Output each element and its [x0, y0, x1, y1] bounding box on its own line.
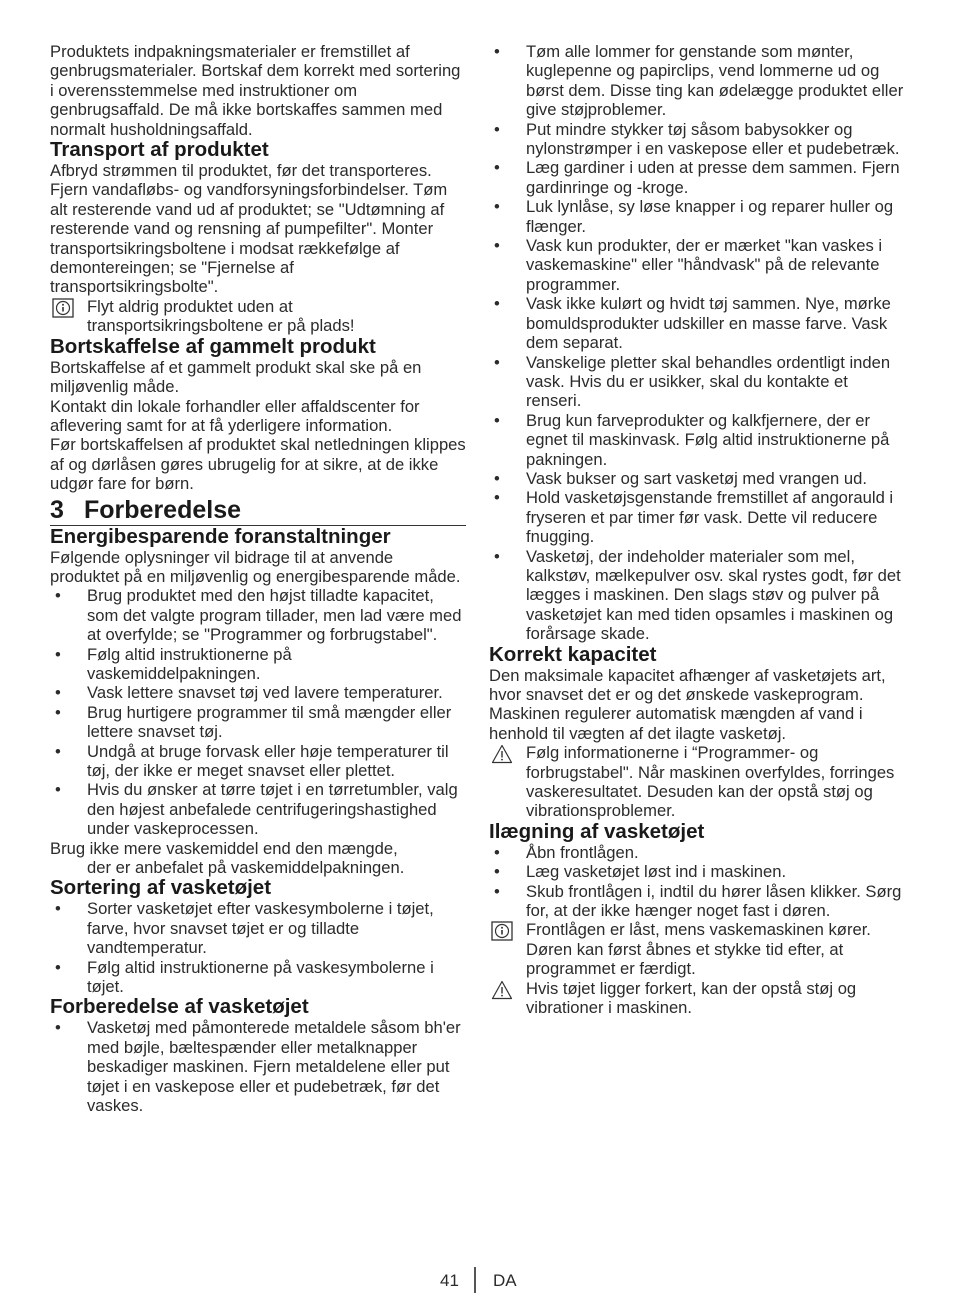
list-item: • Vask lettere snavset tøj ved lavere temperaturer. [50, 683, 466, 702]
list-item: • Hvis du ønsker at tørre tøjet i en tørretumbler, valg den højest anbefalede centrifugeringshastighed under vaskeprocessen. [50, 780, 466, 838]
sorting-heading: Sortering af vasketøjet [50, 876, 272, 900]
loading-list [489, 843, 907, 921]
list-item: • Tøm alle lommer for genstande som mønter, kuglepenne og papirclips, vend lommerne ud og børst dem. Disse ting kan ødelægge produktet eller give støjproblemer. [489, 42, 907, 120]
warning-icon [491, 744, 513, 764]
list-item: • Vask bukser og sart vasketøj med vrangen ud. [489, 469, 907, 488]
transport-heading: Transport af produktet [50, 138, 269, 162]
energy-intro: Følgende oplysninger vil bidrage til at anvende produktet på en miljøvenlig og energibesparende måde. [50, 547, 461, 586]
capacity-warning-note [489, 743, 907, 821]
list-item: • Vasketøj, der indeholder materialer som mel, kalkstøv, mælkepulver osv. skal rystes godt, før det lægges i maskinen. Den slags støv og pulver på vasketøjet kan med tiden opsamles i maskinen og forårsage skade. [489, 547, 907, 644]
energy-outro-line-2: der er anbefalet på vaskemiddelpakningen. [87, 858, 405, 878]
chapter-title: Forberedelse [84, 495, 242, 524]
list-item: • Følg altid instruktionerne på vaskemiddelpakningen. [50, 645, 466, 684]
loading-warning-text: Hvis tøjet ligger forkert, kan der opstå støj og vibrationer i maskinen. [526, 978, 857, 1018]
sorting-list [50, 899, 466, 996]
loading-info-text: Frontlågen er låst, mens vaskemaskinen kører. Døren kan først åbnes et stykke tid efter, at programmet er færdigt. [526, 920, 871, 979]
disposal-paragraph-2: Kontakt din lokale forhandler eller affaldscenter for aflevering samt for at få yderligere information. [50, 396, 420, 435]
transport-paragraph: Afbryd strømmen til produktet, før det transporteres. Fjern vandafløbs- og vandforsyningsforbindelser. Tøm alt resterende vand ud af produktet; se "Udtømning af resterende vand og rensning af pumpefilter". Monter transportsikringsboltene i modsat rækkefølge af demontereingen; se "Fjernelse af transportsikringsbolte". [50, 161, 448, 297]
energy-heading: Energibesparende foranstaltninger [50, 524, 391, 548]
left-column [50, 42, 466, 1116]
packaging-paragraph: Produktets indpakningsmaterialer er fremstillet af genbrugsmaterialer. Bortskaf dem korrekt med sortering i overensstemmelse med instruktioner om genbrugsaffald. De må ikke bortskaffes sammen med normalt husholdningsaffald. [50, 42, 461, 139]
list-item: • Sorter vasketøjet efter vaskesymbolerne i tøjet, farve, hvor snavset tøjet er og tilladte vandtemperatur. [50, 899, 466, 957]
list-item: • Læg gardiner i uden at presse dem sammen. Fjern gardinringe og -kroge. [489, 158, 907, 197]
list-item: • Læg vasketøjet løst ind i maskinen. [489, 862, 907, 881]
prep-list [50, 1018, 466, 1115]
list-item: • Vanskelige pletter skal behandles ordentligt inden vask. Hvis du er usikker, skal du kontakte et renseri. [489, 353, 907, 411]
list-item: • Vask kun produkter, der er mærket "kan vaskes i vaskemaskine" eller "håndvask" på de relevante programmer. [489, 236, 907, 294]
capacity-paragraph-1: Den maksimale kapacitet afhænger af vasketøjets art, hvor snavset det er og det ønskede vaskeprogram. [489, 665, 886, 704]
energy-list [50, 586, 466, 838]
loading-warning-note [489, 979, 907, 1018]
list-item: • Vask ikke kulørt og hvidt tøj sammen. Nye, mørke bomuldsprodukter udskiller en masse farve. Vask dem separat. [489, 294, 907, 352]
warning-icon [491, 980, 513, 1000]
list-item: • Vasketøj med påmonterede metaldele såsom bh'er med bøjle, bæltespænder eller metalknapper beskadiger maskinen. Fjern metaldelene eller put tøjet i en vaskepose eller et pudebetræk, før det vaskes. [50, 1018, 466, 1115]
list-item: • Åbn frontlågen. [489, 843, 907, 862]
prep-heading: Forberedelse af vasketøjet [50, 995, 309, 1019]
disposal-paragraph-1: Bortskaffelse af et gammelt produkt skal ske på en miljøvenlig måde. [50, 357, 422, 397]
capacity-warning-text: Følg informationerne i “Programmer- og forbrugstabel". Når maskinen overfyldes, forringes vaskeresultatet. Desuden kan der opstå støj og vibrationsproblemer. [526, 743, 895, 821]
page-number: 41 [440, 1271, 459, 1290]
loading-info-note [489, 920, 907, 978]
disposal-heading: Bortskaffelse af gammelt produkt [50, 334, 376, 358]
disposal-paragraph-3: Før bortskaffelsen af produktet skal netledningen klippes af og dørlåsen gøres ubrugelig for at sikre, at de ikke udgør fare for børn. [50, 435, 466, 494]
list-item: • Skub frontlågen i, indtil du hører låsen klikker. Sørg for, at der ikke hænger noget fast i døren. [489, 882, 907, 921]
footer-divider [474, 1267, 476, 1293]
list-item: • Undgå at bruge forvask eller høje temperaturer til tøj, der ikke er meget snavset eller plettet. [50, 742, 466, 781]
transport-note-text: Flyt aldrig produktet uden at transportsikringsboltene er på plads! [87, 296, 355, 336]
capacity-heading: Korrekt kapacitet [489, 642, 657, 666]
capacity-paragraph-2: Maskinen regulerer automatisk mængden af vand i henhold til vægten af det ilagte vasketøj. [489, 704, 863, 743]
list-item: • Luk lynlåse, sy løse knapper i og reparer huller og flænger. [489, 197, 907, 236]
info-icon [52, 298, 74, 318]
list-item: • Hold vasketøjsgenstande fremstillet af angorauld i fryseren et par timer før vask. Dette vil reducere fnugging. [489, 488, 907, 546]
chapter-heading [50, 496, 466, 526]
energy-outro-line-1: Brug ikke mere vaskemiddel end den mængde, [50, 838, 398, 858]
transport-info-note [50, 297, 466, 336]
chapter-number: 3 [50, 495, 64, 524]
list-item: • Brug produktet med den højst tilladte kapacitet, som det valgte program tillader, men lad være med at overfylde; se "Programmer og forbrugstabel". [50, 586, 466, 644]
loading-heading: Ilægning af vasketøjet [489, 819, 705, 843]
prep-list-continued [489, 42, 907, 644]
list-item: • Brug hurtigere programmer til små mængder eller lettere snavset tøj. [50, 703, 466, 742]
list-item: • Brug kun farveprodukter og kalkfjernere, der er egnet til maskinvask. Følg altid instruktionerne på pakningen. [489, 411, 907, 469]
list-item: • Følg altid instruktionerne på vaskesymbolerne i tøjet. [50, 958, 466, 997]
info-icon [491, 921, 513, 941]
list-item: • Put mindre stykker tøj såsom babysokker og nylonstrømper i en vaskepose eller et pudebetræk. [489, 120, 907, 159]
language-code: DA [493, 1271, 517, 1290]
right-column [489, 42, 907, 1018]
